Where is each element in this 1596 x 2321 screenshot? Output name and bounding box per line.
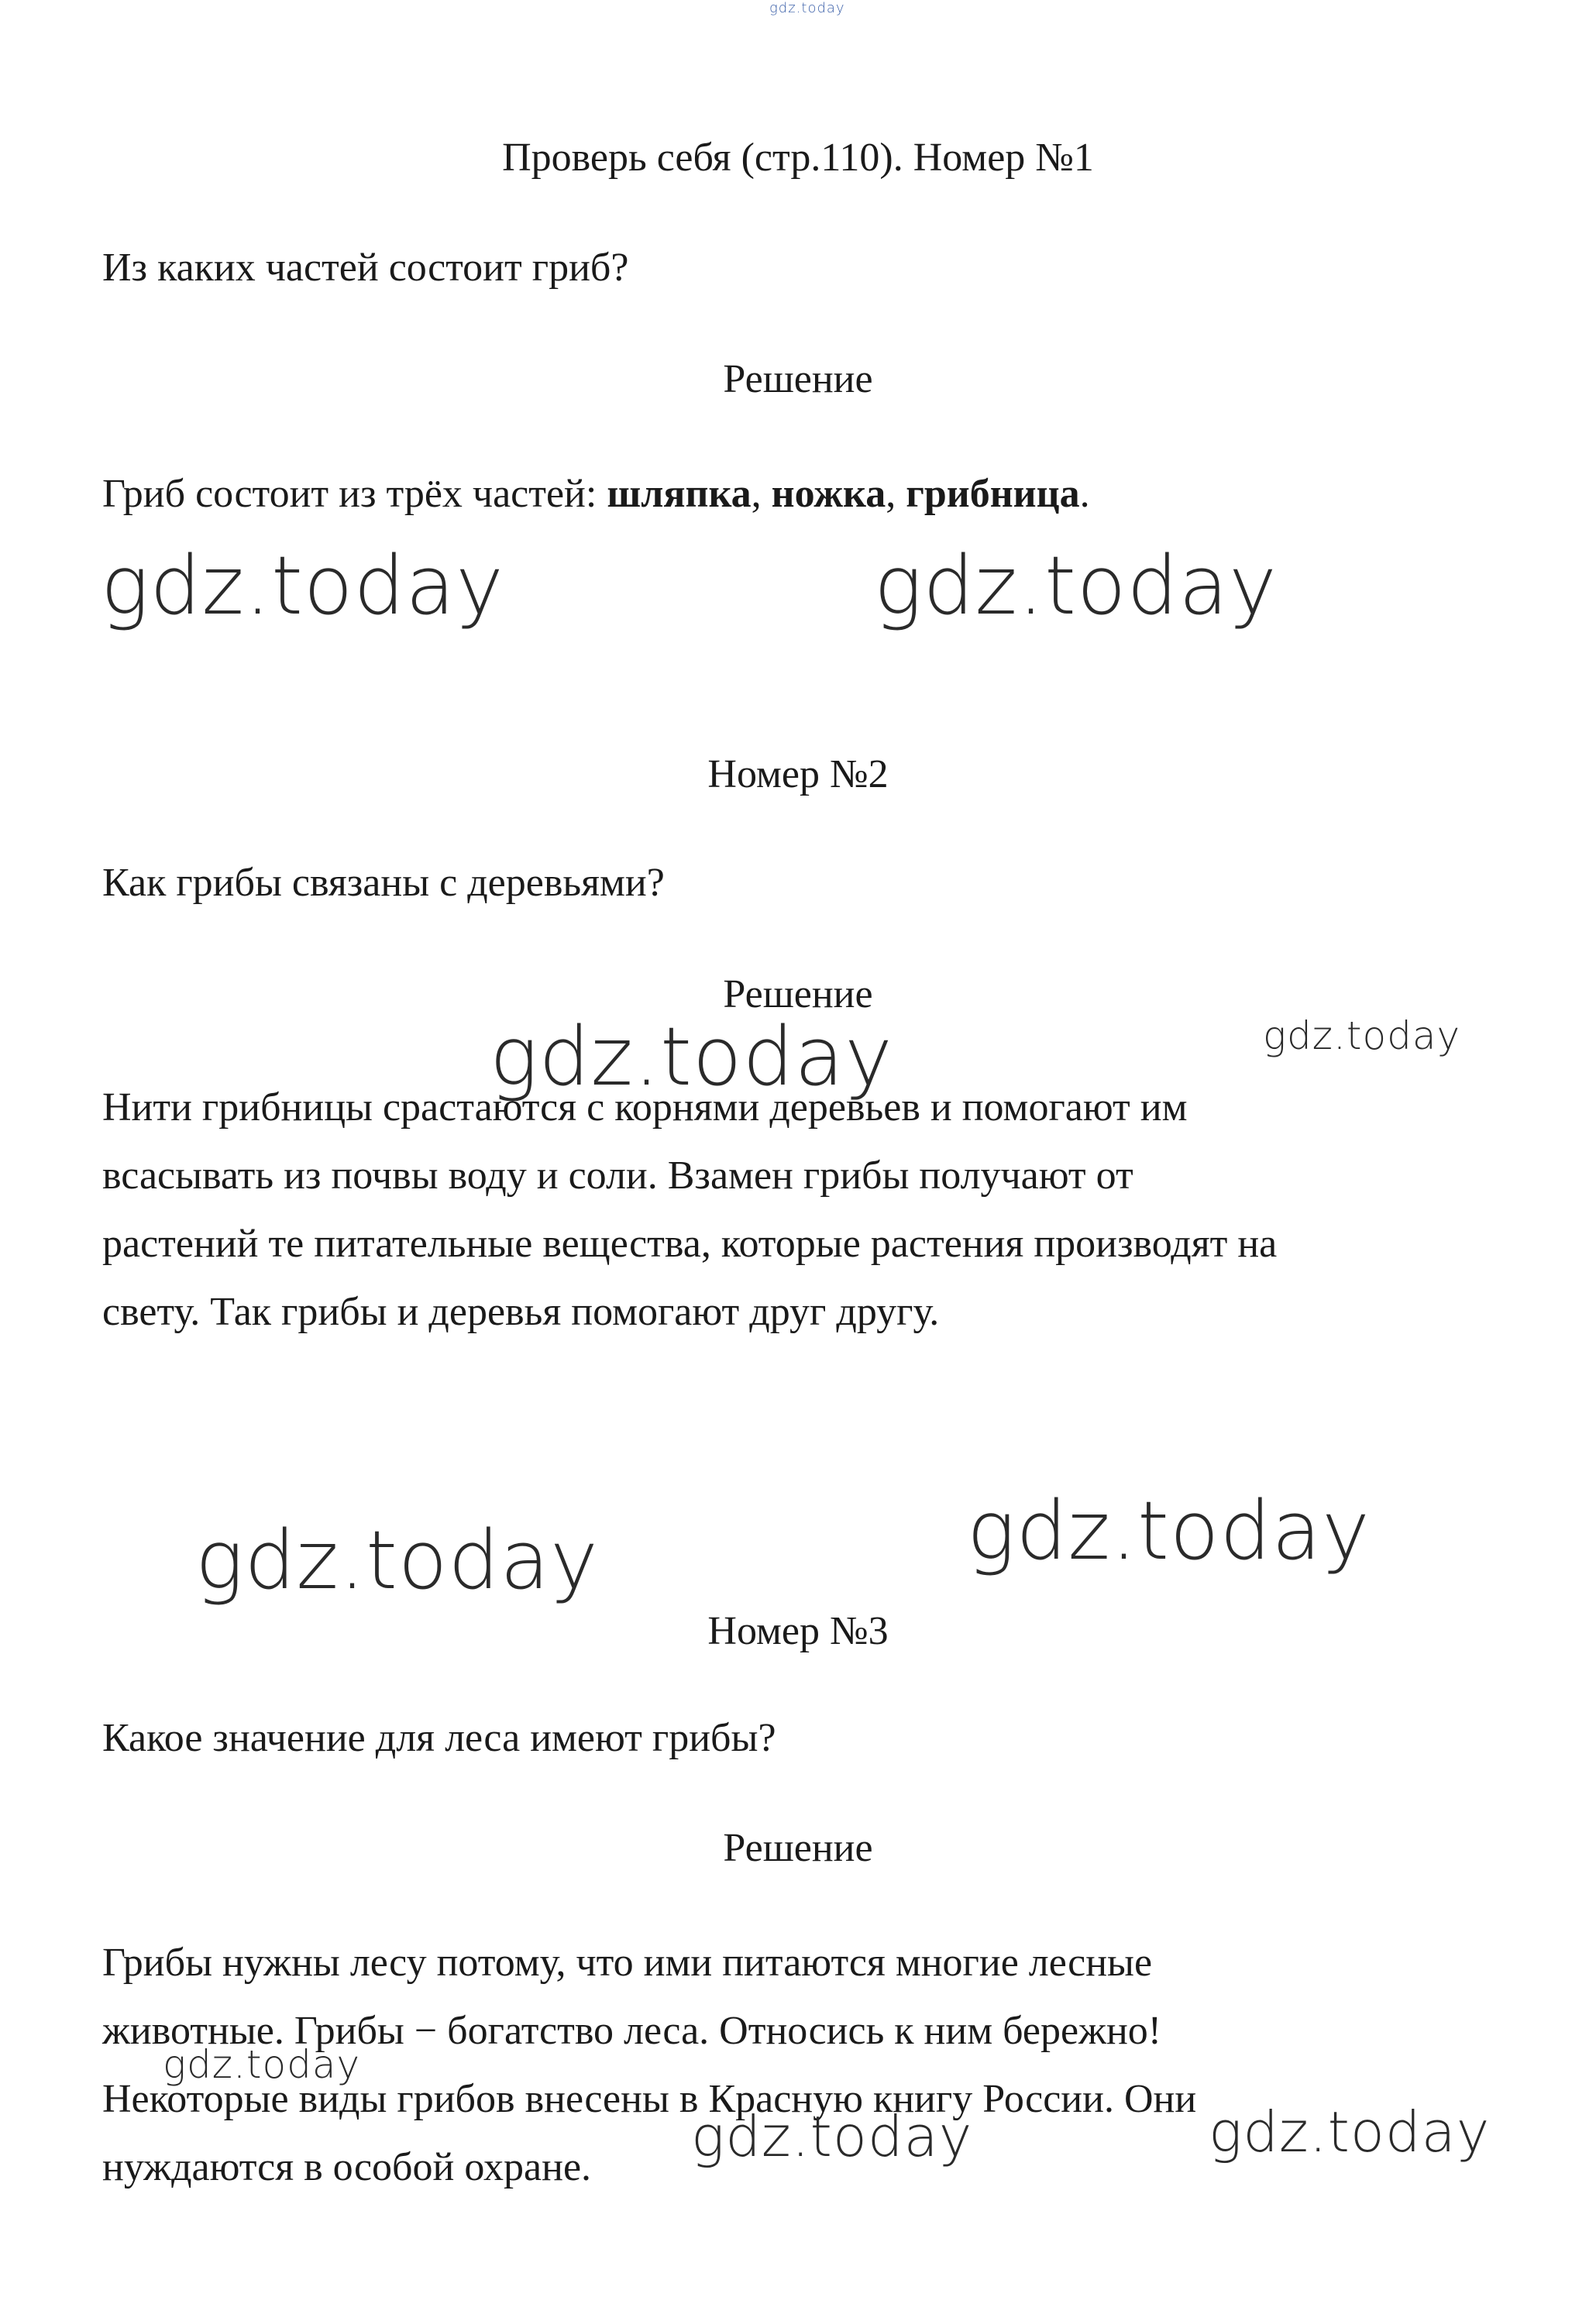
task1-part-stem: ножка (771, 472, 886, 516)
watermark-4: gdz.today (1263, 1013, 1461, 1058)
task3-answer-line: животные. Грибы − богатство леса. Относись к ним бережно! (102, 2009, 1162, 2053)
task3-question: Какое значение для леса имеют грибы? (102, 1716, 776, 1760)
task2-answer-line: Нити грибницы срастаются с корнями деревьев и помогают им (102, 1085, 1188, 1130)
task1-end: . (1079, 472, 1090, 516)
watermark-7: gdz.today (163, 2042, 361, 2087)
watermark-6: gdz.today (967, 1484, 1371, 1578)
task2-question: Как грибы связаны с деревьями? (102, 861, 665, 905)
task2-title: Номер №2 (707, 752, 889, 796)
watermark-2: gdz.today (874, 538, 1278, 633)
task3-answer-line: нуждаются в особой охране. (102, 2145, 592, 2189)
task2-answer-line: всасывать из почвы воду и соли. Взамен грибы получают от (102, 1154, 1133, 1198)
task3-answer-line: Некоторые виды грибов внесены в Красную книгу России. Они (102, 2077, 1197, 2121)
task1-answer (102, 460, 1090, 528)
task2-answer-line: растений те питательные вещества, которые растения производят на (102, 1222, 1278, 1266)
task3-solution-label: Решение (723, 1826, 873, 1870)
task1-sep1: , (751, 472, 772, 516)
task1-part-mycelium: грибница (906, 472, 1080, 516)
watermark-3: gdz.today (490, 1009, 893, 1104)
watermark-top-tiny: gdz.today (769, 0, 845, 16)
task2-solution-label: Решение (723, 972, 873, 1016)
task3-title: Номер №3 (707, 1609, 889, 1653)
task1-question: Из каких частей состоит гриб? (102, 246, 629, 290)
task3-answer-line: Грибы нужны лесу потому, что ими питаются многие лесные (102, 1941, 1153, 1985)
watermark-8: gdz.today (691, 2104, 973, 2169)
task1-answer-prefix: Гриб состоит из трёх частей: (102, 472, 607, 516)
watermark-1: gdz.today (101, 538, 504, 633)
task1-sep2: , (886, 472, 906, 516)
task1-title: Проверь себя (стр.110). Номер №1 (502, 136, 1094, 180)
task2-answer (102, 1074, 1512, 1346)
task1-solution-label: Решение (723, 357, 873, 401)
task2-answer-line: свету. Так грибы и деревья помогают друг другу. (102, 1290, 940, 1334)
task1-part-cap: шляпка (607, 472, 752, 516)
watermark-5: gdz.today (195, 1513, 599, 1608)
watermark-9: gdz.today (1209, 2099, 1491, 2165)
